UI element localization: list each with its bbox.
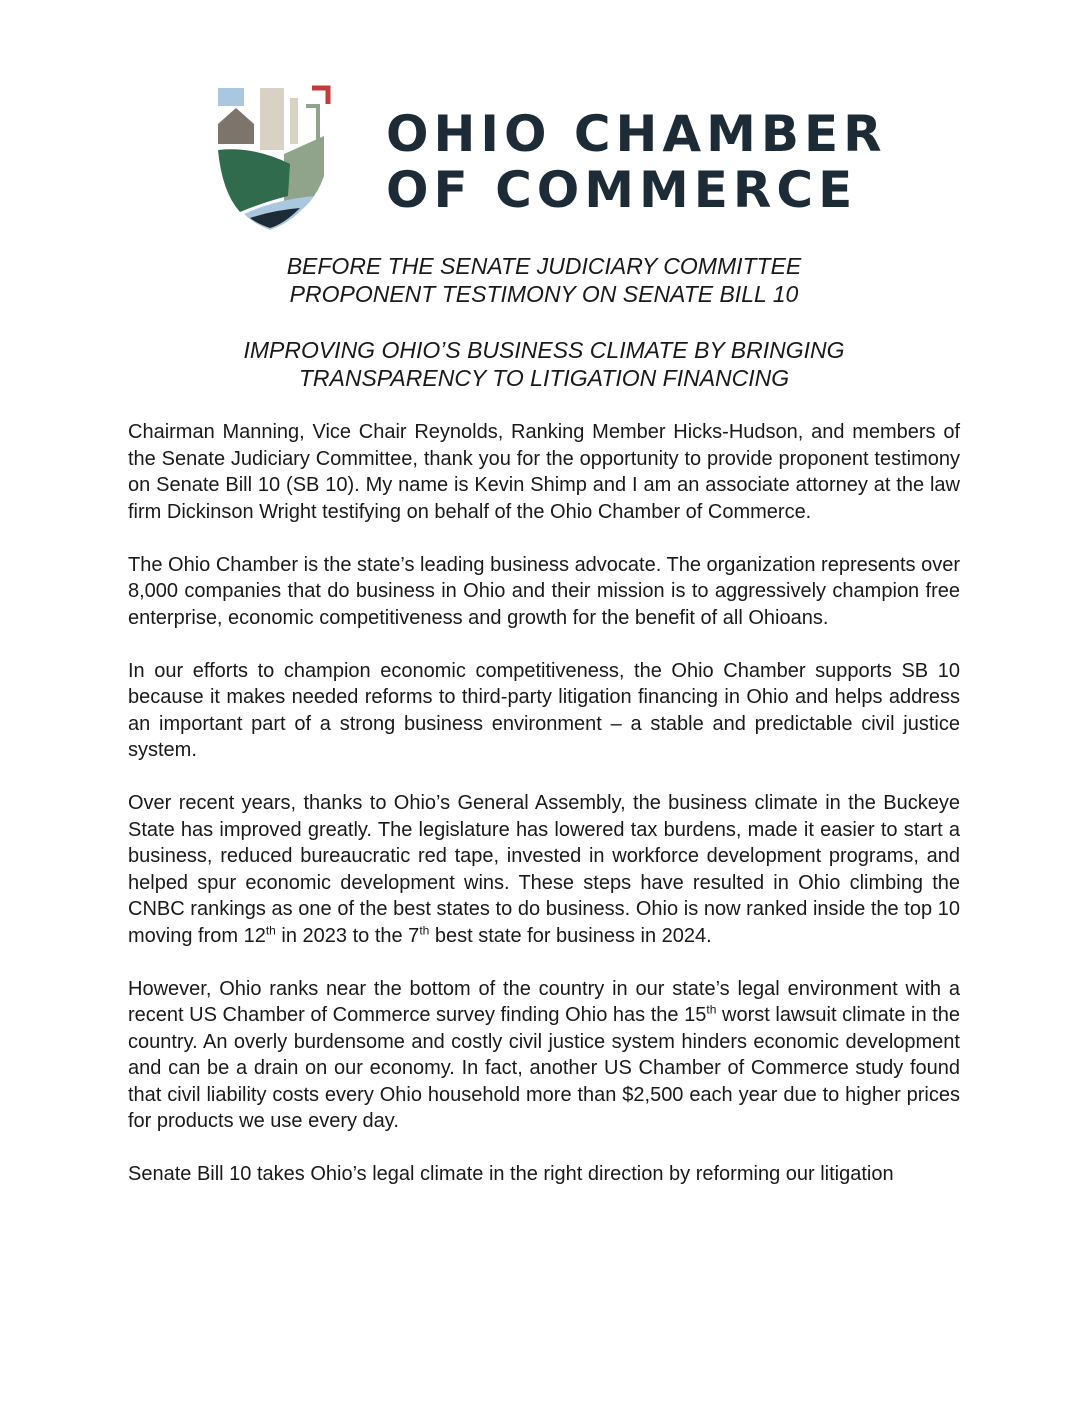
logo-wordmark — [386, 106, 886, 218]
paragraph-4-text-a: Over recent years, thanks to Ohio’s General Assembly, the business climate in the Buckeye State has improved greatly. The legislature has lowered tax burdens, made it easier to start a business, reduced bureaucratic red tape, invested in workforce development programs, and helped spur economic development wins. These steps have resulted in Ohio climbing the CNBC rankings as one of the best states to do business. Ohio is now ranked inside the top 10 moving from 12 — [128, 792, 960, 947]
testimony-heading — [128, 252, 960, 392]
paragraph-5 — [128, 976, 960, 1135]
superscript: th — [706, 1002, 717, 1017]
heading-line-3: IMPROVING OHIO’S BUSINESS CLIMATE BY BRINGING — [243, 337, 845, 363]
heading-line-2: PROPONENT TESTIMONY ON SENATE BILL 10 — [289, 281, 799, 307]
logo-line-2: OF COMMERCE — [386, 161, 858, 219]
paragraph-5-text-a: However, Ohio ranks near the bottom of the country in our state’s legal environment with a recent US Chamber of Commerce survey finding Ohio has the 15 — [128, 977, 960, 1026]
heading-line-1: BEFORE THE SENATE JUDICIARY COMMITTEE — [286, 253, 802, 279]
paragraph-2: The Ohio Chamber is the state’s leading business advocate. The organization represents over 8,000 companies that do business in Ohio and their mission is to aggressively champion free enterprise, economic competitiveness and growth for the benefit of all Ohioans. — [128, 553, 960, 629]
paragraph-4-text-c: best state for business in 2024. — [429, 924, 712, 947]
chamber-shield-icon — [214, 84, 334, 234]
superscript: th — [265, 922, 276, 937]
paragraph-4 — [128, 790, 960, 949]
paragraph-4-text-b: in 2023 to the 7 — [275, 924, 420, 947]
logo-line-1: OHIO CHAMBER — [386, 105, 887, 163]
superscript: th — [419, 922, 430, 937]
paragraph-5-text-b: worst lawsuit climate in the country. An overly burdensome and costly civil justice system hinders economic development and can be a drain on our economy. In fact, another US Chamber of Commerce study found that civil liability costs every Ohio household more than $2,500 each year due to higher prices for products we use every day. — [128, 1004, 960, 1132]
paragraph-6: Senate Bill 10 takes Ohio’s legal climate in the right direction by reforming our litigation — [128, 1163, 894, 1185]
ohio-chamber-logo — [214, 84, 887, 234]
paragraph-3: In our efforts to champion economic competitiveness, the Ohio Chamber supports SB 10 because it makes needed reforms to third-party litigation financing in Ohio and helps address an important part of a strong business environment – a stable and predictable civil justice system. — [128, 659, 960, 761]
heading-line-4: TRANSPARENCY TO LITIGATION FINANCING — [298, 365, 790, 391]
paragraph-1: Chairman Manning, Vice Chair Reynolds, Ranking Member Hicks-Hudson, and members of the Senate Judiciary Committee, thank you for the opportunity to provide proponent testimony on Senate Bill 10 (SB 10). My name is Kevin Shimp and I am an associate attorney at the law firm Dickinson Wright testifying on behalf of the Ohio Chamber of Commerce. — [128, 421, 960, 523]
testimony-body — [128, 419, 960, 1214]
